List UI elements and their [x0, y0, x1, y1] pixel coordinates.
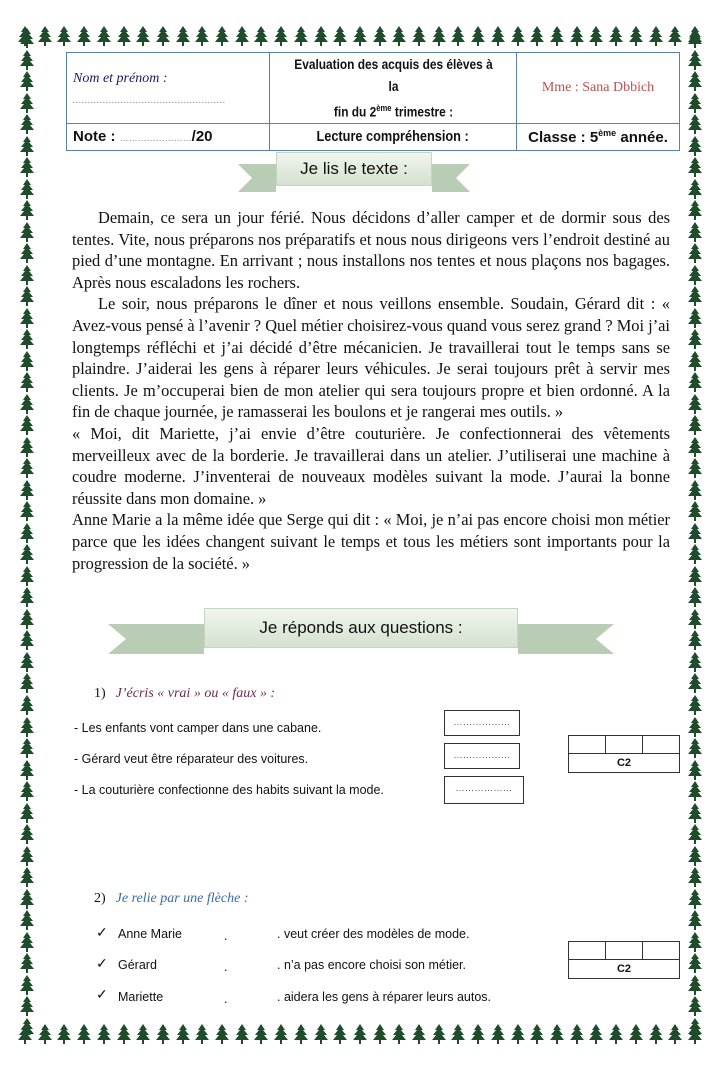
- top-tree-border: [0, 26, 720, 48]
- tree-icon: [688, 265, 702, 285]
- tree-icon: [511, 1024, 525, 1044]
- tree-icon: [20, 738, 34, 758]
- name-label: Nom et prénom :: [73, 70, 168, 86]
- tree-icon: [20, 222, 34, 242]
- tree-icon: [117, 26, 131, 46]
- tree-icon: [77, 1024, 91, 1044]
- criteria-label: C2: [616, 757, 632, 769]
- tree-icon: [432, 26, 446, 46]
- tree-icon: [20, 114, 34, 134]
- tree-icon: [215, 1024, 229, 1044]
- tree-icon: [688, 803, 702, 823]
- tree-icon: [649, 1024, 663, 1044]
- statement-3: - La couturière confectionne des habits suivant la mode.: [74, 783, 384, 797]
- tree-icon: [20, 587, 34, 607]
- tree-icon: [550, 26, 564, 46]
- tree-icon: [688, 222, 702, 242]
- tree-icon: [471, 26, 485, 46]
- tree-icon: [195, 1024, 209, 1044]
- name-cell[interactable]: [67, 53, 270, 124]
- tree-icon: [688, 566, 702, 586]
- answer-box-2[interactable]: ………………: [444, 743, 520, 769]
- criteria-label: C2: [616, 963, 632, 975]
- tree-icon: [609, 1024, 623, 1044]
- tree-icon: [20, 415, 34, 435]
- tree-icon: [20, 1018, 34, 1038]
- tree-icon: [688, 136, 702, 156]
- tree-icon: [688, 286, 702, 306]
- tree-icon: [20, 437, 34, 457]
- tree-icon: [688, 394, 702, 414]
- tree-icon: [20, 609, 34, 629]
- name-gerard[interactable]: Gérard: [118, 958, 157, 972]
- ending-1[interactable]: . veut créer des modèles de mode.: [277, 927, 470, 941]
- bottom-tree-border: [0, 1024, 720, 1046]
- subject-cell: Lecture compréhension :: [270, 123, 517, 150]
- tree-icon: [530, 1024, 544, 1044]
- tree-icon: [688, 630, 702, 650]
- tree-icon: [688, 351, 702, 371]
- tree-icon: [254, 1024, 268, 1044]
- tree-icon: [688, 114, 702, 134]
- tree-icon: [20, 544, 34, 564]
- tree-icon: [688, 587, 702, 607]
- name-mariette[interactable]: Mariette: [118, 990, 164, 1004]
- dot-anchor[interactable]: .: [224, 960, 228, 974]
- tree-icon: [294, 26, 308, 46]
- paragraph-1: Demain, ce sera un jour férié. Nous décidons d’aller camper et de dormir sous des tentes. Vite, nous préparons nos préparatifs et nous nous dirigeons vers l’endroit destiné au pied d’une montagne. En arrivant ; nous installons nos tentes et nous plaçons nos bagages. Après nous escaladons les rochers.: [72, 208, 670, 292]
- class-cell: Classe : 5ème année.: [517, 123, 680, 150]
- title-line-1: Evaluation des acquis des élèves à la: [293, 56, 493, 94]
- answer-box-3[interactable]: ………………: [444, 776, 524, 804]
- tree-icon: [688, 50, 702, 70]
- ending-2[interactable]: . n’a pas encore choisi son métier.: [277, 958, 466, 972]
- ending-3[interactable]: . aidera les gens à réparer leurs autos.: [277, 990, 492, 1004]
- tree-icon: [688, 953, 702, 973]
- banner-label: Je lis le texte :: [276, 152, 432, 186]
- tree-icon: [688, 501, 702, 521]
- tree-icon: [314, 26, 328, 46]
- tree-icon: [20, 846, 34, 866]
- criteria-grid-1: [568, 735, 680, 773]
- tree-icon: [20, 953, 34, 973]
- tree-icon: [511, 26, 525, 46]
- tree-icon: [432, 1024, 446, 1044]
- tree-icon: [550, 1024, 564, 1044]
- checkmark-icon: ✓: [96, 988, 108, 1003]
- tree-icon: [97, 1024, 111, 1044]
- questions-banner: [108, 604, 614, 654]
- tree-icon: [20, 136, 34, 156]
- tree-icon: [20, 28, 34, 48]
- tree-icon: [20, 889, 34, 909]
- criteria-grid-2: [568, 941, 680, 979]
- answer-box-1[interactable]: ………………: [444, 710, 520, 736]
- tree-icon: [688, 437, 702, 457]
- tree-icon: [688, 846, 702, 866]
- tree-icon: [20, 523, 34, 543]
- tree-icon: [314, 1024, 328, 1044]
- tree-icon: [20, 824, 34, 844]
- tree-icon: [254, 26, 268, 46]
- tree-icon: [688, 458, 702, 478]
- tree-icon: [688, 781, 702, 801]
- tree-icon: [649, 26, 663, 46]
- reading-banner: [238, 148, 470, 192]
- tree-icon: [136, 26, 150, 46]
- tree-icon: [20, 200, 34, 220]
- tree-icon: [20, 695, 34, 715]
- tree-icon: [688, 717, 702, 737]
- tree-icon: [235, 26, 249, 46]
- tree-icon: [412, 1024, 426, 1044]
- tree-icon: [20, 50, 34, 70]
- tree-icon: [20, 975, 34, 995]
- tree-icon: [688, 523, 702, 543]
- note-cell[interactable]: Note : ……………………/20: [67, 123, 270, 150]
- tree-icon: [412, 26, 426, 46]
- name-anne-marie[interactable]: Anne Marie: [118, 927, 182, 941]
- dot-anchor[interactable]: .: [224, 929, 228, 943]
- tree-icon: [20, 781, 34, 801]
- tree-icon: [688, 1018, 702, 1038]
- tree-icon: [688, 738, 702, 758]
- tree-icon: [688, 157, 702, 177]
- tree-icon: [20, 867, 34, 887]
- tree-icon: [392, 26, 406, 46]
- tree-icon: [688, 975, 702, 995]
- tree-icon: [20, 673, 34, 693]
- tree-icon: [20, 803, 34, 823]
- statement-2: - Gérard veut être réparateur des voitures.: [74, 752, 309, 766]
- tree-icon: [530, 26, 544, 46]
- tree-icon: [235, 1024, 249, 1044]
- tree-icon: [688, 329, 702, 349]
- tree-icon: [20, 179, 34, 199]
- tree-icon: [688, 760, 702, 780]
- tree-icon: [353, 26, 367, 46]
- evaluation-title: [288, 53, 498, 124]
- tree-icon: [668, 1024, 682, 1044]
- question-2-title: 2) Je relie par une flèche :: [94, 891, 249, 906]
- tree-icon: [20, 932, 34, 952]
- tree-icon: [491, 1024, 505, 1044]
- tree-icon: [97, 26, 111, 46]
- tree-icon: [20, 157, 34, 177]
- tree-icon: [57, 1024, 71, 1044]
- tree-icon: [688, 415, 702, 435]
- tree-icon: [20, 286, 34, 306]
- tree-icon: [589, 1024, 603, 1044]
- tree-icon: [20, 652, 34, 672]
- tree-icon: [20, 265, 34, 285]
- tree-icon: [20, 308, 34, 328]
- tree-icon: [491, 26, 505, 46]
- tree-icon: [688, 996, 702, 1016]
- tree-icon: [274, 1024, 288, 1044]
- tree-icon: [688, 480, 702, 500]
- tree-icon: [20, 351, 34, 371]
- tree-icon: [20, 458, 34, 478]
- tree-icon: [570, 26, 584, 46]
- tree-icon: [20, 329, 34, 349]
- tree-icon: [20, 566, 34, 586]
- tree-icon: [609, 26, 623, 46]
- tree-icon: [20, 394, 34, 414]
- tree-icon: [353, 1024, 367, 1044]
- tree-icon: [373, 1024, 387, 1044]
- tree-icon: [688, 695, 702, 715]
- tree-icon: [38, 1024, 52, 1044]
- tree-icon: [57, 26, 71, 46]
- tree-icon: [156, 1024, 170, 1044]
- tree-icon: [629, 26, 643, 46]
- tree-icon: [688, 243, 702, 263]
- tree-icon: [373, 26, 387, 46]
- tree-icon: [20, 910, 34, 930]
- tree-icon: [20, 480, 34, 500]
- tree-icon: [20, 501, 34, 521]
- tree-icon: [629, 1024, 643, 1044]
- header-table: [66, 52, 680, 151]
- checkmark-icon: ✓: [96, 957, 108, 972]
- tree-icon: [688, 932, 702, 952]
- tree-icon: [20, 71, 34, 91]
- statement-1: - Les enfants vont camper dans une cabane.: [74, 721, 322, 735]
- tree-icon: [570, 1024, 584, 1044]
- tree-icon: [688, 544, 702, 564]
- tree-icon: [176, 26, 190, 46]
- tree-icon: [20, 717, 34, 737]
- tree-icon: [688, 28, 702, 48]
- tree-icon: [20, 760, 34, 780]
- right-tree-border: [684, 28, 706, 1038]
- banner-label: Je réponds aux questions :: [204, 608, 518, 648]
- tree-icon: [20, 93, 34, 113]
- tree-icon: [77, 26, 91, 46]
- tree-icon: [136, 1024, 150, 1044]
- tree-icon: [688, 308, 702, 328]
- tree-icon: [589, 26, 603, 46]
- tree-icon: [688, 910, 702, 930]
- tree-icon: [688, 179, 702, 199]
- paragraph-4: Anne Marie a la même idée que Serge qui dit : « Moi, je n’ai pas encore choisi mon métier parce que les idées changent suivant le temps et tous les métiers sont importants pour la progression de la société. »: [72, 510, 670, 573]
- tree-icon: [392, 1024, 406, 1044]
- tree-icon: [20, 630, 34, 650]
- tree-icon: [688, 824, 702, 844]
- reading-text: [72, 207, 670, 574]
- tree-icon: [274, 26, 288, 46]
- tree-icon: [176, 1024, 190, 1044]
- tree-icon: [688, 71, 702, 91]
- tree-icon: [668, 26, 682, 46]
- name-dots: ……………………………………………: [73, 94, 227, 105]
- tree-icon: [20, 996, 34, 1016]
- checkmark-icon: ✓: [96, 926, 108, 941]
- tree-icon: [156, 26, 170, 46]
- tree-icon: [294, 1024, 308, 1044]
- question-1-title: 1) J’écris « vrai » ou « faux » :: [94, 686, 276, 701]
- tree-icon: [688, 867, 702, 887]
- tree-icon: [688, 93, 702, 113]
- tree-icon: [20, 243, 34, 263]
- tree-icon: [688, 609, 702, 629]
- paragraph-3: « Moi, dit Mariette, j’ai envie d’être couturière. Je confectionnerai des vêtements merveilleux avec de la borderie. Je travaillerai dans un atelier. J’utiliserai une machine à coudre moderne. J’inventerai de nouveaux modèles suivant la mode. J’aurai la bonne réussite dans mon domaine. »: [72, 423, 670, 508]
- tree-icon: [471, 1024, 485, 1044]
- tree-icon: [38, 26, 52, 46]
- tree-icon: [215, 26, 229, 46]
- tree-icon: [688, 889, 702, 909]
- tree-icon: [688, 652, 702, 672]
- tree-icon: [195, 26, 209, 46]
- title-line-2: fin du 2ème trimestre :: [333, 103, 453, 120]
- tree-icon: [117, 1024, 131, 1044]
- left-tree-border: [16, 28, 38, 1038]
- tree-icon: [451, 1024, 465, 1044]
- tree-icon: [333, 26, 347, 46]
- dot-anchor[interactable]: .: [224, 992, 228, 1006]
- tree-icon: [688, 673, 702, 693]
- tree-icon: [451, 26, 465, 46]
- tree-icon: [333, 1024, 347, 1044]
- teacher-name: Mme : Sana Dbbich: [517, 53, 680, 124]
- paragraph-2: Le soir, nous préparons le dîner et nous veillons ensemble. Soudain, Gérard dit : « Avez-vous pensé à l’avenir ? Quel métier choisirez-vous quand vous serez grand ? Moi j’ai longtemps réfléchi et j’ai décidé d’être mécanicien. Je travaillerai tout le temps sans se plaindre. J’aiderai les gens à réparer leurs véhicules. Je serai toujours prêt à servir mes clients. Je m’occuperai bien de mon atelier qui sera toujours propre et bien ordonné. A la fin de chaque journée, je ramasserai les boulons et je rangerai mes outils. »: [72, 294, 670, 422]
- tree-icon: [688, 372, 702, 392]
- tree-icon: [20, 372, 34, 392]
- tree-icon: [688, 200, 702, 220]
